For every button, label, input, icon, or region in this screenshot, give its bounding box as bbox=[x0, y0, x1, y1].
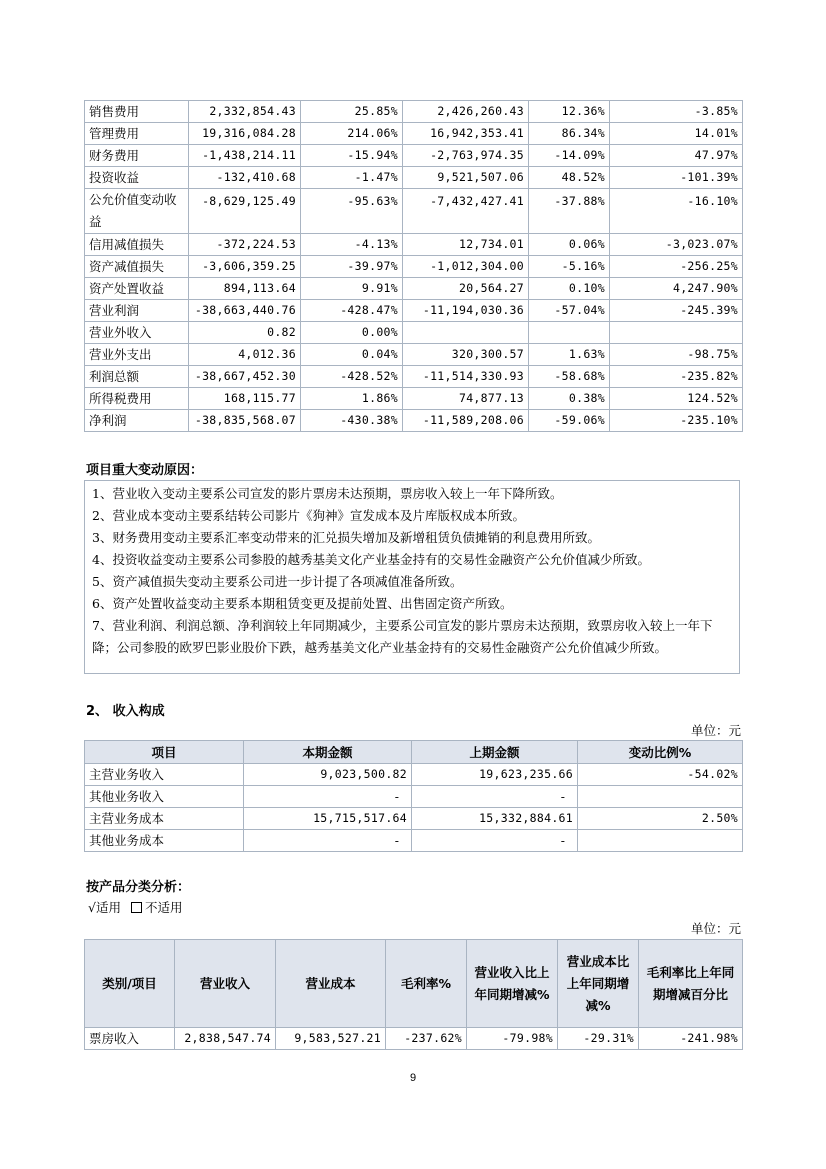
row-label: 投资收益 bbox=[85, 167, 189, 189]
revenue-unit-label: 单位：元 bbox=[690, 723, 741, 738]
row-label: 资产处置收益 bbox=[85, 278, 189, 300]
row-label: 净利润 bbox=[85, 410, 189, 432]
table-row bbox=[85, 786, 743, 808]
previous-amount: 15,332,884.61 bbox=[412, 808, 578, 830]
current-percent: 1.86% bbox=[301, 388, 403, 410]
change-percent: 14.01% bbox=[610, 123, 743, 145]
previous-amount: 74,877.13 bbox=[403, 388, 529, 410]
row-label: 其他业务收入 bbox=[85, 786, 244, 808]
current-amount: -132,410.68 bbox=[189, 167, 301, 189]
previous-percent: -57.04% bbox=[529, 300, 610, 322]
revenue-table-body bbox=[85, 764, 743, 852]
current-amount: 2,332,854.43 bbox=[189, 101, 301, 123]
row-label: 利润总额 bbox=[85, 366, 189, 388]
revenue-amount: 2,838,547.74 bbox=[175, 1028, 276, 1050]
reason-item: 1、营业收入变动主要系公司宣发的影片票房未达预期，票房收入较上一年下降所致。 bbox=[92, 486, 563, 501]
column-header: 毛利率% bbox=[386, 940, 467, 1028]
reasons-box bbox=[84, 480, 740, 674]
row-label: 营业外支出 bbox=[85, 344, 189, 366]
table-row bbox=[85, 278, 743, 300]
previous-amount: 20,564.27 bbox=[403, 278, 529, 300]
change-percent: -235.82% bbox=[610, 366, 743, 388]
change-percent: -235.10% bbox=[610, 410, 743, 432]
current-percent: -39.97% bbox=[301, 256, 403, 278]
change-percent: -245.39% bbox=[610, 300, 743, 322]
table-row bbox=[85, 256, 743, 278]
product-table-header bbox=[85, 940, 743, 1028]
change-percent: -256.25% bbox=[610, 256, 743, 278]
applicable-option: √适用 bbox=[88, 900, 121, 915]
margin-change: -241.98% bbox=[639, 1028, 743, 1050]
row-label: 财务费用 bbox=[85, 145, 189, 167]
current-percent: -4.13% bbox=[301, 234, 403, 256]
current-percent: 0.04% bbox=[301, 344, 403, 366]
column-header: 类别/项目 bbox=[85, 940, 175, 1028]
change-percent bbox=[578, 786, 743, 808]
table-row bbox=[85, 145, 743, 167]
current-amount: 4,012.36 bbox=[189, 344, 301, 366]
current-percent: 0.00% bbox=[301, 322, 403, 344]
current-amount: 0.82 bbox=[189, 322, 301, 344]
applicability-options bbox=[88, 898, 182, 916]
current-amount: -1,438,214.11 bbox=[189, 145, 301, 167]
current-amount: -38,667,452.30 bbox=[189, 366, 301, 388]
previous-percent: -59.06% bbox=[529, 410, 610, 432]
previous-percent: -58.68% bbox=[529, 366, 610, 388]
current-amount: -372,224.53 bbox=[189, 234, 301, 256]
previous-percent: 1.63% bbox=[529, 344, 610, 366]
column-header: 营业收入比上年同期增减% bbox=[467, 940, 558, 1028]
previous-amount: - bbox=[412, 830, 578, 852]
previous-percent: 0.06% bbox=[529, 234, 610, 256]
current-percent: 9.91% bbox=[301, 278, 403, 300]
previous-amount: -7,432,427.41 bbox=[403, 189, 529, 234]
current-amount: -3,606,359.25 bbox=[189, 256, 301, 278]
current-percent: -428.52% bbox=[301, 366, 403, 388]
cost-amount: 9,583,527.21 bbox=[276, 1028, 386, 1050]
product-table-body bbox=[85, 1028, 743, 1050]
change-percent bbox=[610, 322, 743, 344]
row-label: 销售费用 bbox=[85, 101, 189, 123]
reason-item: 2、营业成本变动主要系结转公司影片《狗神》宣发成本及片库版权成本所致。 bbox=[92, 508, 525, 523]
revenue-change: -79.98% bbox=[467, 1028, 558, 1050]
column-header: 营业收入 bbox=[175, 940, 276, 1028]
product-unit-label: 单位：元 bbox=[690, 921, 741, 936]
previous-amount: 19,623,235.66 bbox=[412, 764, 578, 786]
current-percent: -95.63% bbox=[301, 189, 403, 234]
row-label: 营业利润 bbox=[85, 300, 189, 322]
reason-item: 4、投资收益变动主要系公司参股的越秀基美文化产业基金持有的交易性金融资产公允价值减少所致。 bbox=[92, 552, 650, 567]
column-header: 上期金额 bbox=[412, 741, 578, 764]
previous-percent: 48.52% bbox=[529, 167, 610, 189]
current-amount: -38,835,568.07 bbox=[189, 410, 301, 432]
current-amount: 168,115.77 bbox=[189, 388, 301, 410]
table-row bbox=[85, 322, 743, 344]
table-row bbox=[85, 366, 743, 388]
change-percent: 47.97% bbox=[610, 145, 743, 167]
change-percent: 2.50% bbox=[578, 808, 743, 830]
income-statement-body bbox=[85, 101, 743, 432]
table-row bbox=[85, 764, 743, 786]
previous-percent: 0.10% bbox=[529, 278, 610, 300]
revenue-section-title: 2、 收入构成 bbox=[86, 704, 165, 719]
current-percent: -428.47% bbox=[301, 300, 403, 322]
change-percent bbox=[578, 830, 743, 852]
previous-amount: 320,300.57 bbox=[403, 344, 529, 366]
row-label: 资产减值损失 bbox=[85, 256, 189, 278]
current-percent: 25.85% bbox=[301, 101, 403, 123]
row-label: 所得税费用 bbox=[85, 388, 189, 410]
row-label: 主营业务收入 bbox=[85, 764, 244, 786]
change-percent: 4,247.90% bbox=[610, 278, 743, 300]
table-row bbox=[85, 101, 743, 123]
previous-amount: -1,012,304.00 bbox=[403, 256, 529, 278]
current-amount: - bbox=[244, 830, 412, 852]
change-percent: 124.52% bbox=[610, 388, 743, 410]
row-label: 营业外收入 bbox=[85, 322, 189, 344]
table-row bbox=[85, 410, 743, 432]
reason-item: 3、财务费用变动主要系汇率变动带来的汇兑损失增加及新增租赁负债摊销的利息费用所致。 bbox=[92, 530, 600, 545]
current-amount: 894,113.64 bbox=[189, 278, 301, 300]
reason-item: 7、营业利润、利润总额、净利润较上年同期减少，主要系公司宣发的影片票房未达预期，致票房收入较上一年下降；公司参股的欧罗巴影业股价下跌，越秀基美文化产业基金持有的交易性金融资产公允价值减少所致。 bbox=[92, 618, 713, 655]
current-amount: 19,316,084.28 bbox=[189, 123, 301, 145]
table-row bbox=[85, 189, 743, 234]
row-label: 公允价值变动收益 bbox=[85, 189, 189, 234]
not-applicable-option: 不适用 bbox=[144, 900, 183, 915]
row-label: 票房收入 bbox=[85, 1028, 175, 1050]
previous-amount: - bbox=[412, 786, 578, 808]
previous-percent bbox=[529, 322, 610, 344]
previous-percent: 86.34% bbox=[529, 123, 610, 145]
table-row bbox=[85, 167, 743, 189]
table-row bbox=[85, 830, 743, 852]
column-header: 营业成本 bbox=[276, 940, 386, 1028]
reason-item: 6、资产处置收益变动主要系本期租赁变更及提前处置、出售固定资产所致。 bbox=[92, 596, 513, 611]
product-analysis-table bbox=[84, 939, 743, 1050]
column-header: 营业成本比上年同期增减% bbox=[558, 940, 639, 1028]
previous-amount: 12,734.01 bbox=[403, 234, 529, 256]
change-percent: -3.85% bbox=[610, 101, 743, 123]
previous-amount: -11,514,330.93 bbox=[403, 366, 529, 388]
current-percent: -430.38% bbox=[301, 410, 403, 432]
change-percent: -16.10% bbox=[610, 189, 743, 234]
income-statement-table bbox=[84, 100, 743, 432]
current-percent: -15.94% bbox=[301, 145, 403, 167]
gross-margin: -237.62% bbox=[386, 1028, 467, 1050]
previous-amount: -11,589,208.06 bbox=[403, 410, 529, 432]
previous-percent: 0.38% bbox=[529, 388, 610, 410]
current-amount: -38,663,440.76 bbox=[189, 300, 301, 322]
current-amount: 9,023,500.82 bbox=[244, 764, 412, 786]
table-row bbox=[85, 300, 743, 322]
previous-amount bbox=[403, 322, 529, 344]
cost-change: -29.31% bbox=[558, 1028, 639, 1050]
previous-percent: -5.16% bbox=[529, 256, 610, 278]
previous-amount: -11,194,030.36 bbox=[403, 300, 529, 322]
row-label: 管理费用 bbox=[85, 123, 189, 145]
table-row bbox=[85, 388, 743, 410]
current-amount: -8,629,125.49 bbox=[189, 189, 301, 234]
change-percent: -54.02% bbox=[578, 764, 743, 786]
change-percent: -98.75% bbox=[610, 344, 743, 366]
change-percent: -101.39% bbox=[610, 167, 743, 189]
current-amount: - bbox=[244, 786, 412, 808]
revenue-composition-table bbox=[84, 740, 743, 852]
previous-percent: -37.88% bbox=[529, 189, 610, 234]
current-amount: 15,715,517.64 bbox=[244, 808, 412, 830]
previous-percent: -14.09% bbox=[529, 145, 610, 167]
current-percent: -1.47% bbox=[301, 167, 403, 189]
row-label: 信用减值损失 bbox=[85, 234, 189, 256]
table-row bbox=[85, 344, 743, 366]
row-label: 主营业务成本 bbox=[85, 808, 244, 830]
reason-item: 5、资产减值损失变动主要系公司进一步计提了各项减值准备所致。 bbox=[92, 574, 463, 589]
table-row bbox=[85, 808, 743, 830]
table-row bbox=[85, 234, 743, 256]
column-header: 变动比例% bbox=[578, 741, 743, 764]
table-row bbox=[85, 1028, 743, 1050]
column-header: 毛利率比上年同期增减百分比 bbox=[639, 940, 743, 1028]
table-row bbox=[85, 123, 743, 145]
current-percent: 214.06% bbox=[301, 123, 403, 145]
previous-amount: -2,763,974.35 bbox=[403, 145, 529, 167]
previous-amount: 16,942,353.41 bbox=[403, 123, 529, 145]
product-section-title: 按产品分类分析： bbox=[86, 880, 191, 895]
reasons-title: 项目重大变动原因： bbox=[86, 463, 204, 478]
column-header: 本期金额 bbox=[244, 741, 412, 764]
page-number: 9 bbox=[409, 1072, 417, 1084]
previous-amount: 9,521,507.06 bbox=[403, 167, 529, 189]
column-header: 项目 bbox=[85, 741, 244, 764]
change-percent: -3,023.07% bbox=[610, 234, 743, 256]
revenue-table-header bbox=[85, 741, 743, 764]
row-label: 其他业务成本 bbox=[85, 830, 244, 852]
previous-amount: 2,426,260.43 bbox=[403, 101, 529, 123]
checkbox-icon bbox=[131, 902, 142, 913]
previous-percent: 12.36% bbox=[529, 101, 610, 123]
